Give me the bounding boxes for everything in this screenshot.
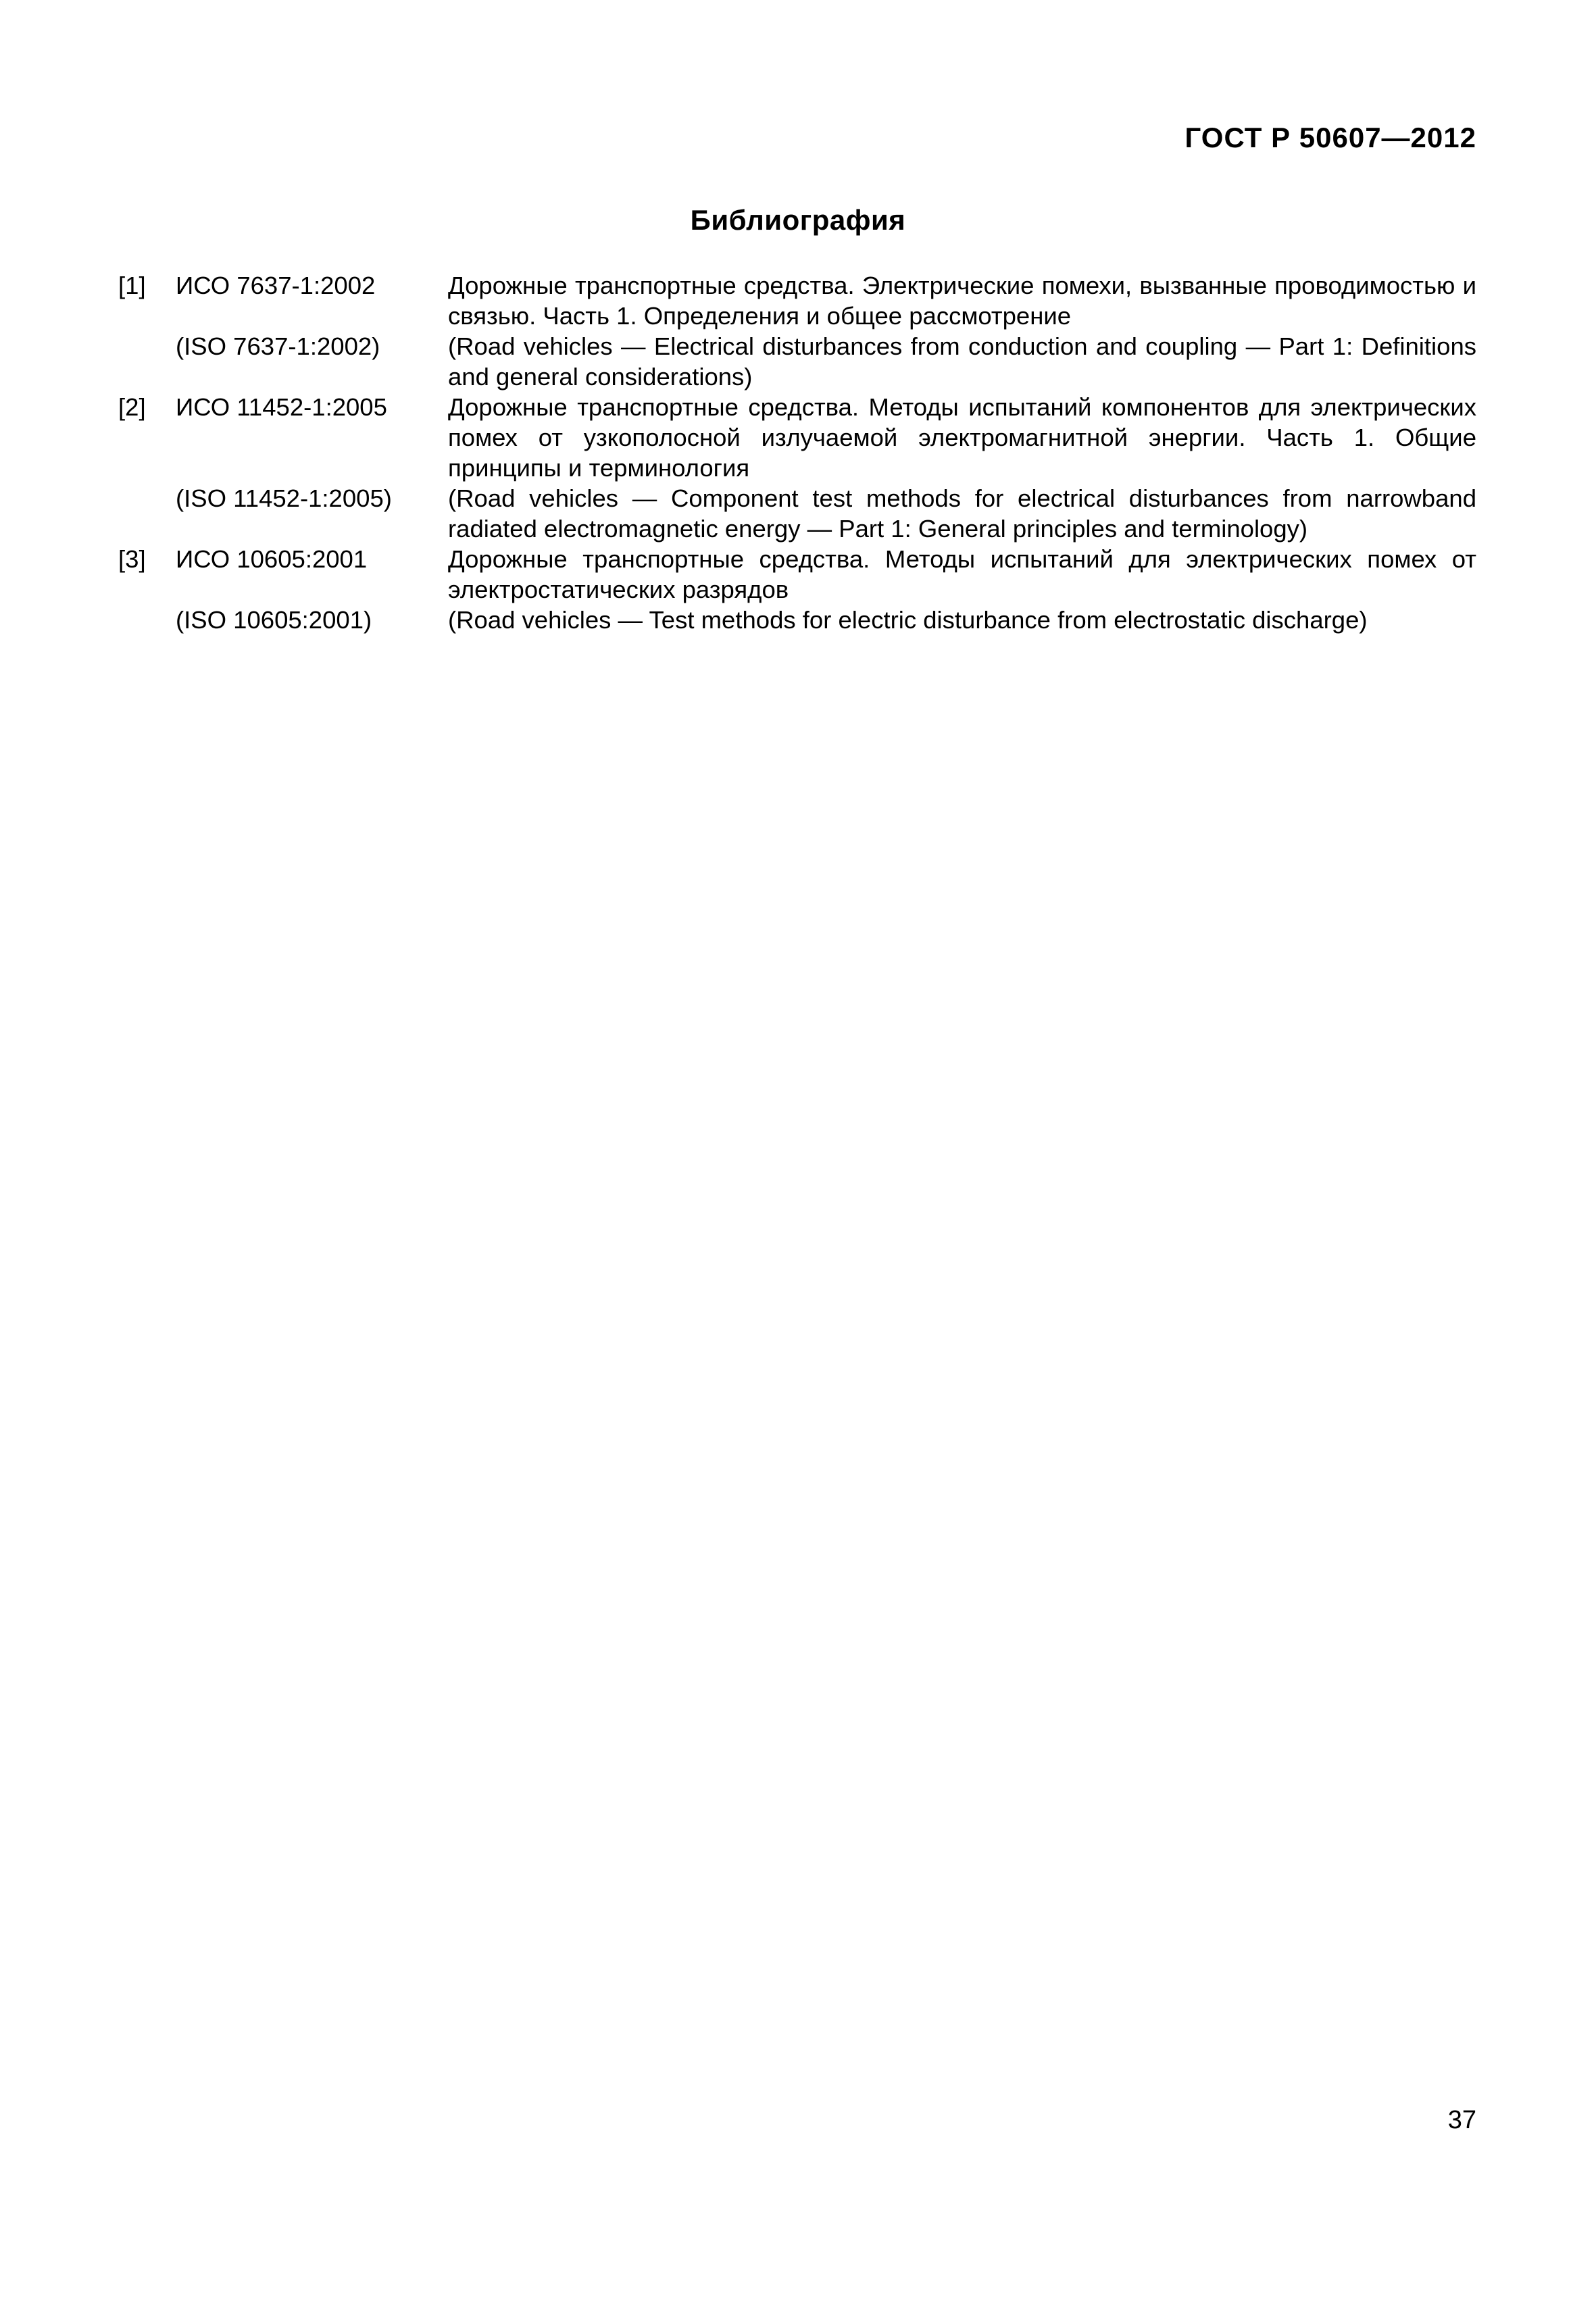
entry-number-blank — [118, 605, 176, 635]
entry-code-ru: ИСО 10605:2001 — [176, 545, 368, 573]
bibliography-entry-ru — [118, 544, 1476, 605]
bibliography-entry-en — [118, 483, 1476, 544]
entry-code-en: (ISO 10605:2001) — [176, 606, 372, 634]
entry-title-ru: Дорожные транспортные средства. Методы испытаний компонентов для электрических помех от узкополосной излучаемой электромагнитной энергии. Часть 1. Общие принципы и терминология — [448, 393, 1476, 482]
entry-number-blank — [118, 483, 176, 544]
entry-number: [1] — [118, 272, 146, 299]
entry-title-en: (Road vehicles — Test methods for electric disturbance from electrostatic discharge) — [448, 606, 1368, 634]
entry-code-en: (ISO 11452-1:2005) — [176, 484, 392, 512]
entry-title-ru: Дорожные транспортные средства. Электрические помехи, вызванные проводимостью и связью. Часть 1. Определения и общее рассмотрение — [448, 272, 1476, 330]
entry-code-ru: ИСО 11452-1:2005 — [176, 393, 387, 421]
entry-code-ru: ИСО 7637-1:2002 — [176, 272, 376, 299]
bibliography-entry-ru — [118, 270, 1476, 331]
entry-title-en: (Road vehicles — Component test methods for electrical disturbances from narrowband radiated electromagnetic energy — Part 1: General principles and terminology) — [448, 484, 1476, 543]
page-number: 37 — [1447, 2106, 1476, 2134]
entry-code-en: (ISO 7637-1:2002) — [176, 332, 380, 360]
document-code: ГОСТ Р 50607—2012 — [1184, 122, 1476, 153]
entry-title-ru: Дорожные транспортные средства. Методы испытаний для электрических помех от электростатических разрядов — [448, 545, 1476, 603]
entry-number-blank — [118, 331, 176, 392]
bibliography-entry-en — [118, 605, 1476, 635]
entry-number: [2] — [118, 393, 146, 421]
bibliography-table — [118, 270, 1476, 635]
section-title: Библиография — [690, 204, 906, 236]
entry-title-en: (Road vehicles — Electrical disturbances from conduction and coupling — Part 1: Definitions and general considerations) — [448, 332, 1476, 391]
bibliography-entry-en — [118, 331, 1476, 392]
bibliography-entry-ru — [118, 392, 1476, 483]
entry-number: [3] — [118, 545, 146, 573]
